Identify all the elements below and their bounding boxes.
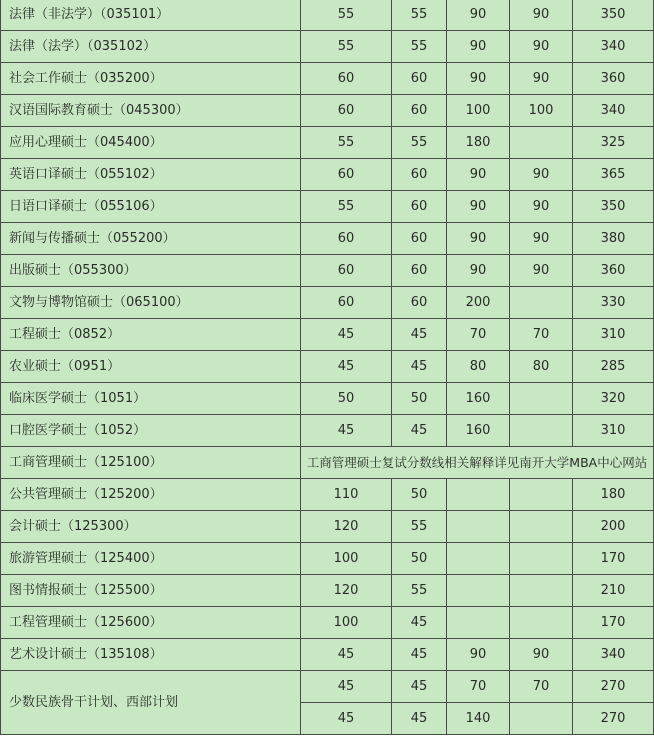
- score-4: [510, 607, 573, 639]
- program-name: 少数民族骨干计划、西部计划: [1, 671, 301, 735]
- score-2: 55: [392, 511, 447, 543]
- score-4: 70: [510, 671, 573, 703]
- score-1: 55: [301, 31, 392, 63]
- score-2: 50: [392, 543, 447, 575]
- score-2: 45: [392, 319, 447, 351]
- score-3: 100: [447, 95, 510, 127]
- table-row-mba: [1, 447, 654, 479]
- score-3: 70: [447, 319, 510, 351]
- program-name: 口腔医学硕士（1052）: [1, 415, 301, 447]
- score-1: 45: [301, 639, 392, 671]
- score-2: 55: [392, 0, 447, 31]
- total-score: 270: [573, 703, 654, 735]
- score-1: 60: [301, 159, 392, 191]
- score-3: 90: [447, 255, 510, 287]
- score-4: [510, 415, 573, 447]
- total-score: 360: [573, 63, 654, 95]
- table-row: [1, 543, 654, 575]
- score-3: 180: [447, 127, 510, 159]
- score-3: [447, 511, 510, 543]
- score-3: [447, 479, 510, 511]
- total-score: 180: [573, 479, 654, 511]
- score-1: 60: [301, 63, 392, 95]
- score-3: [447, 607, 510, 639]
- score-2: 45: [392, 703, 447, 735]
- total-score: 200: [573, 511, 654, 543]
- table-row: [1, 575, 654, 607]
- program-name: 文物与博物馆硕士（065100）: [1, 287, 301, 319]
- score-3: 90: [447, 639, 510, 671]
- program-name: 旅游管理硕士（125400）: [1, 543, 301, 575]
- score-2: 55: [392, 31, 447, 63]
- total-score: 320: [573, 383, 654, 415]
- score-4: 90: [510, 255, 573, 287]
- score-3: 80: [447, 351, 510, 383]
- program-name: 汉语国际教育硕士（045300）: [1, 95, 301, 127]
- table-row: [1, 31, 654, 63]
- score-1: 100: [301, 543, 392, 575]
- score-3: [447, 575, 510, 607]
- score-2: 55: [392, 575, 447, 607]
- score-2: 55: [392, 127, 447, 159]
- table-row: [1, 511, 654, 543]
- score-4: [510, 703, 573, 735]
- total-score: 310: [573, 319, 654, 351]
- total-score: 285: [573, 351, 654, 383]
- table-row: [1, 639, 654, 671]
- table-row: [1, 255, 654, 287]
- total-score: 340: [573, 95, 654, 127]
- score-1: 55: [301, 191, 392, 223]
- table-row: [1, 479, 654, 511]
- total-score: 170: [573, 607, 654, 639]
- table-row: [1, 63, 654, 95]
- score-4: 90: [510, 31, 573, 63]
- score-2: 60: [392, 63, 447, 95]
- table-row: [1, 415, 654, 447]
- score-4: 80: [510, 351, 573, 383]
- score-3: 90: [447, 159, 510, 191]
- total-score: 330: [573, 287, 654, 319]
- score-3: 200: [447, 287, 510, 319]
- table-row: [1, 351, 654, 383]
- score-1: 100: [301, 607, 392, 639]
- total-score: 365: [573, 159, 654, 191]
- table-row: [1, 383, 654, 415]
- score-2: 60: [392, 191, 447, 223]
- program-name: 工商管理硕士（125100）: [1, 447, 301, 479]
- score-1: 60: [301, 223, 392, 255]
- score-4: 90: [510, 0, 573, 31]
- score-4: 90: [510, 191, 573, 223]
- score-2: 60: [392, 255, 447, 287]
- score-3: 90: [447, 223, 510, 255]
- score-3: 90: [447, 0, 510, 31]
- program-name: 法律（非法学）（035101）: [1, 0, 301, 31]
- program-name: 图书情报硕士（125500）: [1, 575, 301, 607]
- score-2: 60: [392, 159, 447, 191]
- score-3: 160: [447, 383, 510, 415]
- score-1: 45: [301, 415, 392, 447]
- score-2: 45: [392, 639, 447, 671]
- total-score: 170: [573, 543, 654, 575]
- score-4: 90: [510, 159, 573, 191]
- program-name: 出版硕士（055300）: [1, 255, 301, 287]
- program-name: 临床医学硕士（1051）: [1, 383, 301, 415]
- mba-note: 工商管理硕士复试分数线相关解释详见南开大学MBA中心网站: [301, 447, 654, 479]
- total-score: 310: [573, 415, 654, 447]
- table-row: [1, 607, 654, 639]
- table-row-minority: [1, 671, 654, 703]
- program-name: 新闻与传播硕士（055200）: [1, 223, 301, 255]
- score-2: 60: [392, 95, 447, 127]
- score-2: 45: [392, 415, 447, 447]
- score-4: [510, 575, 573, 607]
- score-2: 45: [392, 607, 447, 639]
- program-name: 工程硕士（0852）: [1, 319, 301, 351]
- score-1: 120: [301, 575, 392, 607]
- score-4: 70: [510, 319, 573, 351]
- score-1: 55: [301, 0, 392, 31]
- table-row: [1, 191, 654, 223]
- table-row: [1, 95, 654, 127]
- score-3: [447, 543, 510, 575]
- score-1: 45: [301, 319, 392, 351]
- score-4: [510, 511, 573, 543]
- program-name: 社会工作硕士（035200）: [1, 63, 301, 95]
- score-4: [510, 383, 573, 415]
- program-name: 日语口译硕士（055106）: [1, 191, 301, 223]
- score-3: 160: [447, 415, 510, 447]
- program-name: 应用心理硕士（045400）: [1, 127, 301, 159]
- table-row: [1, 319, 654, 351]
- program-name: 法律（法学）（035102）: [1, 31, 301, 63]
- score-1: 120: [301, 511, 392, 543]
- score-2: 50: [392, 383, 447, 415]
- score-1: 45: [301, 351, 392, 383]
- score-1: 110: [301, 479, 392, 511]
- score-3: 90: [447, 31, 510, 63]
- table-row: [1, 127, 654, 159]
- table-row: [1, 223, 654, 255]
- program-name: 农业硕士（0951）: [1, 351, 301, 383]
- program-name: 公共管理硕士（125200）: [1, 479, 301, 511]
- program-name: 艺术设计硕士（135108）: [1, 639, 301, 671]
- table-row: [1, 0, 654, 31]
- total-score: 270: [573, 671, 654, 703]
- score-3: 90: [447, 63, 510, 95]
- table-row: [1, 159, 654, 191]
- score-1: 45: [301, 671, 392, 703]
- total-score: 210: [573, 575, 654, 607]
- score-1: 50: [301, 383, 392, 415]
- total-score: 325: [573, 127, 654, 159]
- score-4: [510, 543, 573, 575]
- total-score: 360: [573, 255, 654, 287]
- score-1: 60: [301, 287, 392, 319]
- score-1: 60: [301, 255, 392, 287]
- program-name: 英语口译硕士（055102）: [1, 159, 301, 191]
- score-1: 45: [301, 703, 392, 735]
- total-score: 340: [573, 31, 654, 63]
- score-3: 90: [447, 191, 510, 223]
- score-2: 60: [392, 223, 447, 255]
- score-2: 45: [392, 671, 447, 703]
- score-1: 55: [301, 127, 392, 159]
- score-4: 90: [510, 63, 573, 95]
- score-3: 140: [447, 703, 510, 735]
- table-row: [1, 287, 654, 319]
- score-2: 60: [392, 287, 447, 319]
- score-4: [510, 287, 573, 319]
- score-4: [510, 479, 573, 511]
- total-score: 350: [573, 191, 654, 223]
- total-score: 380: [573, 223, 654, 255]
- score-3: 70: [447, 671, 510, 703]
- score-2: 50: [392, 479, 447, 511]
- program-name: 工程管理硕士（125600）: [1, 607, 301, 639]
- score-4: [510, 127, 573, 159]
- score-1: 60: [301, 95, 392, 127]
- score-4: 100: [510, 95, 573, 127]
- score-2: 45: [392, 351, 447, 383]
- score-4: 90: [510, 639, 573, 671]
- score-4: 90: [510, 223, 573, 255]
- total-score: 340: [573, 639, 654, 671]
- total-score: 350: [573, 0, 654, 31]
- program-name: 会计硕士（125300）: [1, 511, 301, 543]
